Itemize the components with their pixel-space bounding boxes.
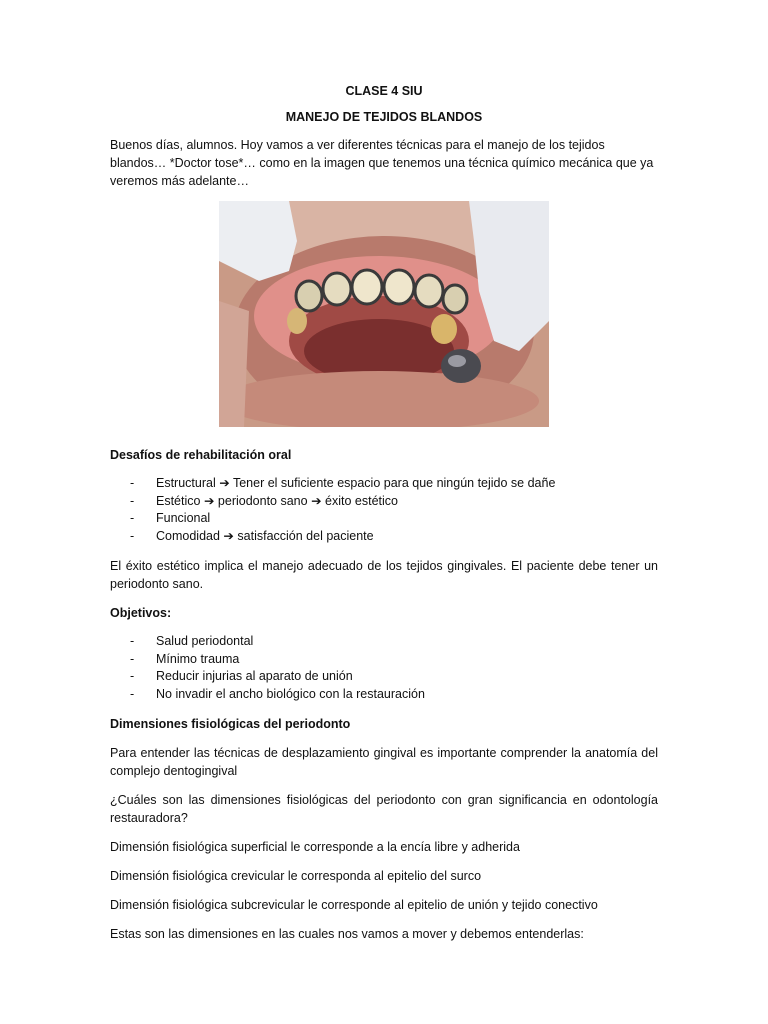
list-item: - Estructural ➔ Tener el suficiente espacio para que ningún tejido se dañe	[130, 476, 556, 490]
list-item: - No invadir el ancho biológico con la restauración	[130, 686, 425, 701]
dimension-superficial: Dimensión fisiológica superficial le corresponde a la encía libre y adherida	[110, 840, 520, 854]
dimensions-closing: Estas son las dimensiones en las cuales nos vamos a mover y debemos entenderlas:	[110, 927, 584, 941]
dimensions-question: ¿Cuáles son las dimensiones fisiológicas del periodonto con gran significancia en odontología restauradora?	[110, 793, 658, 825]
topic-title: MANEJO DE TEJIDOS BLANDOS	[285, 110, 483, 124]
class-title: CLASE 4 SIU	[345, 84, 423, 98]
objectives-heading: Objetivos:	[110, 606, 172, 620]
arrow-right-icon: ➔	[219, 476, 230, 490]
arrow-right-icon: ➔	[223, 528, 234, 543]
dental-photo-icon	[219, 201, 549, 427]
dimension-crevicular: Dimensión fisiológica crevicular le corresponda al epitelio del surco	[110, 869, 482, 883]
challenges-heading: Desafíos de rehabilitación oral	[110, 448, 292, 462]
list-item: - Funcional	[130, 511, 211, 525]
list-item: - Mínimo trauma	[130, 651, 240, 666]
aesthetic-paragraph: El éxito estético implica el manejo adecuado de los tejidos gingivales. El paciente debe tener un periodonto sano.	[110, 559, 658, 591]
list-item: - Salud periodontal	[130, 634, 254, 648]
dimension-subcrevicular: Dimensión fisiológica subcrevicular le corresponde al epitelio de unión y tejido conectivo	[110, 898, 598, 912]
list-item: - Comodidad ➔ satisfacción del paciente	[130, 528, 374, 543]
document-content	[110, 84, 658, 954]
arrow-right-icon: ➔	[311, 493, 322, 508]
arrow-right-icon: ➔	[203, 493, 215, 508]
challenges-list	[110, 475, 658, 545]
dimensions-paragraph: Para entender las técnicas de desplazamiento gingival es importante comprender la anatomía del complejo dentogingival	[110, 746, 658, 778]
list-item: - Reducir injurias al aparato de unión	[130, 669, 353, 683]
intro-paragraph: Buenos días, alumnos. Hoy vamos a ver diferentes técnicas para el manejo de los tejidos blandos… *Doctor tose*… como en la imagen que tenemos una técnica químico mecánica que ya veremos más adelante…	[110, 138, 654, 188]
objectives-list	[110, 633, 658, 703]
dimensions-heading: Dimensiones fisiológicas del periodonto	[110, 717, 351, 731]
list-item: - Estético ➔ periodonto sano ➔ éxito estético	[130, 493, 398, 508]
